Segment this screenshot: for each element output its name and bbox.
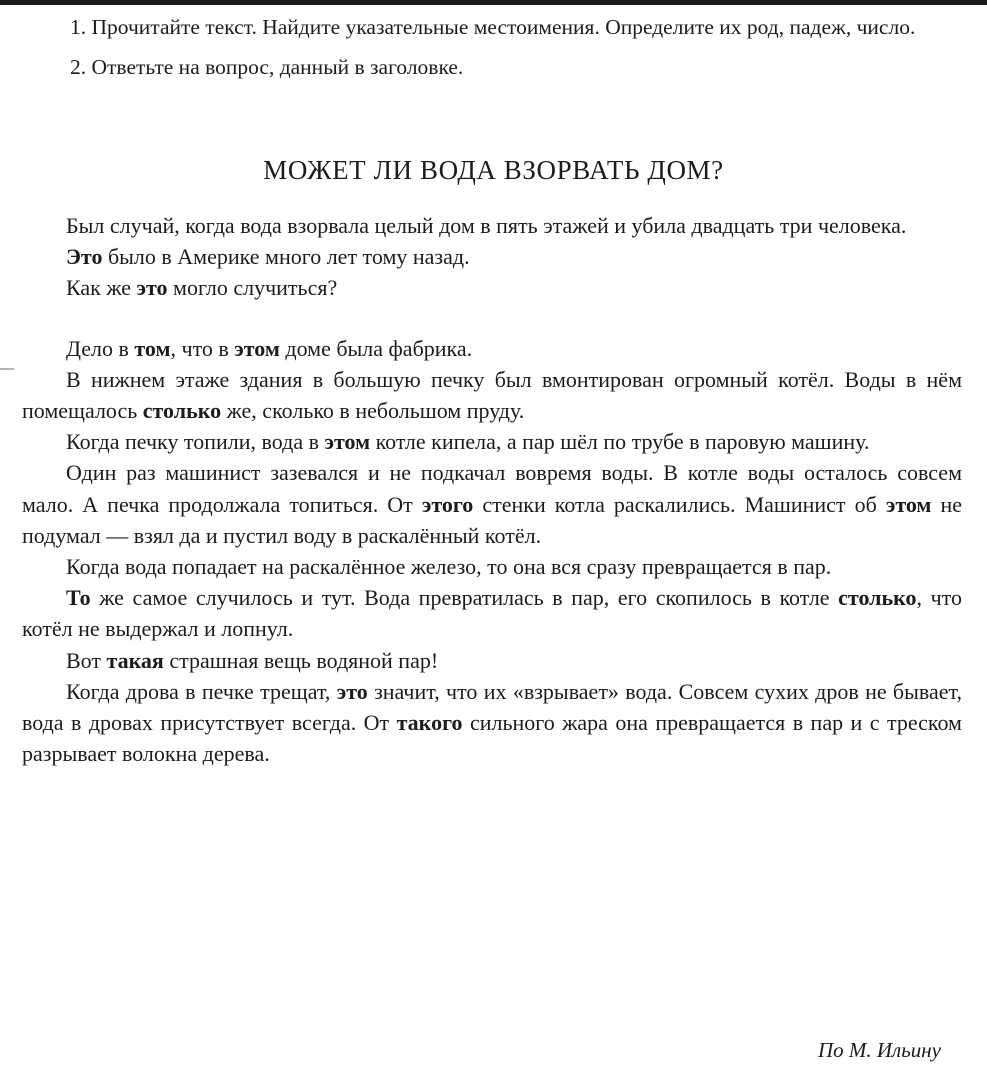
paragraph xyxy=(22,582,962,644)
text-run: доме была фабрика. xyxy=(279,335,473,361)
task-text: Прочитайте текст. Найдите указательные местоимения. Определите их род, падеж, число. xyxy=(91,15,916,39)
pronoun-highlight: такого xyxy=(396,710,463,736)
task-item-1 xyxy=(70,12,965,43)
task-number: 2. xyxy=(70,55,87,79)
pronoun-highlight: том xyxy=(134,335,171,361)
paragraph xyxy=(22,551,962,582)
text-run: Один раз машинист зазевался и не подкачал вовремя воды. В котле воды осталось совсем мало. А печка продолжала топиться. От xyxy=(22,460,962,517)
paragraph xyxy=(22,333,962,364)
pronoun-highlight: это xyxy=(336,678,368,704)
text-title: МОЖЕТ ЛИ ВОДА ВЗОРВАТЬ ДОМ? xyxy=(263,155,724,185)
paragraph xyxy=(22,457,962,551)
text-run: было в Америке много лет тому назад. xyxy=(102,244,470,270)
task-item-2 xyxy=(70,52,965,83)
pronoun-highlight: это xyxy=(136,275,168,301)
paragraph xyxy=(22,241,962,272)
paragraph xyxy=(22,426,962,457)
text-run: В нижнем этаже здания в большую печку был вмонтирован огромный котёл. Воды в нём помещалось xyxy=(22,366,962,424)
paragraph xyxy=(22,364,962,426)
paragraph xyxy=(22,645,962,676)
text-run: значит, что их «взрывает» вода. Совсем сухих дров не бывает, вода в дровах присутствует всегда. От xyxy=(22,678,962,736)
text-run: Когда печку топили, вода в xyxy=(66,429,325,455)
pronoun-highlight: этом xyxy=(234,335,280,361)
text-run: же самое случилось и тут. Вода превратилась в пар, его скопилось в котле xyxy=(90,585,839,611)
pronoun-highlight: такая xyxy=(106,647,164,673)
pronoun-highlight: столько xyxy=(142,398,222,424)
text-body xyxy=(22,210,962,769)
paragraph xyxy=(22,272,962,303)
pronoun-highlight: столько xyxy=(838,585,917,611)
task-number: 1. xyxy=(70,15,87,39)
top-rule xyxy=(0,0,987,5)
text-run: Вот xyxy=(66,647,107,673)
pronoun-highlight: Это xyxy=(66,244,103,270)
text-run: не подумал — взял да и пустил воду в раскалённый котёл. xyxy=(22,491,962,548)
text-run: сильного жара она превращается в пар и с треском разрывает волокна дерева. xyxy=(22,710,962,767)
margin-mark xyxy=(0,368,14,370)
text-run: же, сколько в небольшом пруду. xyxy=(221,398,525,424)
text-run: Был случай, когда вода взорвала целый дом в пять этажей и убила двадцать три человека. xyxy=(66,213,907,238)
text-run: Как же xyxy=(66,275,137,301)
text-run: , что в xyxy=(170,335,235,361)
text-run: Когда вода попадает на раскалённое железо, то она вся сразу превращается в пар. xyxy=(66,554,832,580)
text-run: страшная вещь водяной пар! xyxy=(163,647,439,673)
pronoun-highlight: этого xyxy=(421,491,474,517)
author-attribution: По М. Ильину xyxy=(817,1038,941,1062)
text-run: Дело в xyxy=(66,335,135,361)
text-run: , что котёл не выдержал и лопнул. xyxy=(22,585,963,642)
text-run: могло случиться? xyxy=(167,275,338,301)
pronoun-highlight: этом xyxy=(324,429,371,455)
paragraph xyxy=(22,676,962,770)
pronoun-highlight: этом xyxy=(885,491,932,517)
task-text: Ответьте на вопрос, данный в заголовке. xyxy=(91,55,464,79)
text-run: котле кипела, а пар шёл по трубе в паровую машину. xyxy=(370,429,870,455)
pronoun-highlight: То xyxy=(66,585,91,611)
text-run: стенки котла раскалились. Машинист об xyxy=(473,491,886,517)
text-run: Когда дрова в печке трещат, xyxy=(66,678,337,704)
task-list xyxy=(70,12,965,92)
paragraph xyxy=(22,210,962,241)
